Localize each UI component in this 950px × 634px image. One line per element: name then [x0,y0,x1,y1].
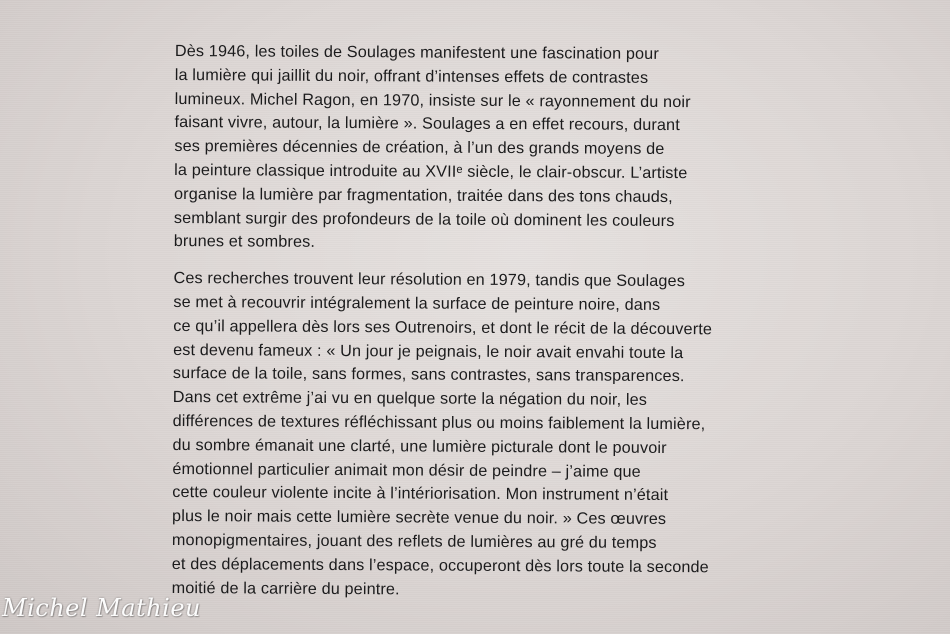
paragraph-2 [172,267,794,604]
text-line: organise la lumière par fragmentation, traitée dans des tons chauds, [174,184,673,206]
text-line: semblant surgir des profondeurs de la toile où dominent les couleurs [173,208,675,230]
text-line: cette couleur violente incite à l’intériorisation. Mon instrument n’était [172,483,669,505]
text-line: monopigmentaires, jouant des reflets de lumières au gré du temps [171,530,657,552]
text-line: et des déplacements dans l’espace, occuperont dès lors toute la seconde [171,554,709,577]
text-line: ses premières décennies de création, à l’un des grands moyens de [174,137,665,159]
text-line: la lumière qui jaillit du noir, offrant d’intenses effets de contrastes [174,65,649,87]
text-line: du sombre émanait une clarté, une lumière picturale dont le pouvoir [172,435,667,457]
text-line: ce qu’il appellera dès lors ses Outrenoirs, et dont le récit de la découverte [173,316,713,339]
photographer-watermark: Michel Mathieu [2,594,201,622]
text-line: émotionnel particulier animait mon désir de peindre – j’aime que [172,459,641,481]
text-line: plus le noir mais cette lumière secrète venue du noir. » Ces œuvres [172,507,667,529]
text-line: différences de textures réfléchissant plus ou moins faiblement la lumière, [172,411,706,434]
paragraph-1 [174,40,795,258]
text-block [172,40,795,604]
text-line: moitié de la carrière du peintre. [171,578,400,598]
text-line: surface de la toile, sans formes, sans contrastes, sans transparences. [172,364,685,386]
text-line: Dès 1946, les toiles de Soulages manifestent une fascination pour [174,41,659,63]
text-line: la peinture classique introduite au XVIIᵉ siècle, le clair-obscur. L’artiste [174,160,688,183]
text-line: Ces recherches trouvent leur résolution en 1979, tandis que Soulages [173,269,686,291]
text-line: est devenu fameux : « Un jour je peignais, le noir avait envahi toute la [173,340,684,362]
text-line: faisant vivre, autour, la lumière ». Soulages a en effet recours, durant [174,113,680,135]
text-line: se met à recouvrir intégralement la surface de peinture noire, dans [173,292,661,314]
text-line: Dans cet extrême j’ai vu en quelque sorte la négation du noir, les [172,388,648,410]
text-line: brunes et sombres. [173,232,316,252]
text-line: lumineux. Michel Ragon, en 1970, insiste sur le « rayonnement du noir [174,89,691,111]
